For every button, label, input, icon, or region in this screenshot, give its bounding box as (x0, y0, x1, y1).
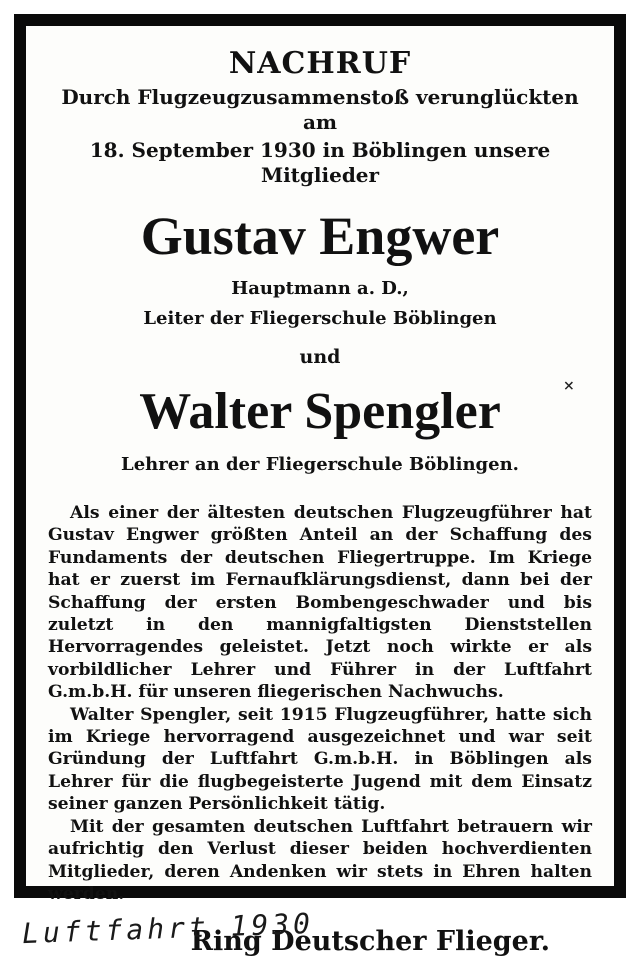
handwritten-annotation: Luftfahrt 1930 (21, 906, 315, 951)
person2-role: Lehrer an der Fliegerschule Böblingen. (121, 454, 519, 475)
intro-line-2: 18. September 1930 in Böblingen unsere Mitglieder (89, 138, 551, 187)
person1-rank: Hauptmann a. D., (231, 278, 409, 299)
obituary-content (48, 26, 592, 959)
person2-name: Walter Spengler (139, 383, 501, 440)
signature: Ring Deutscher Flieger. (190, 926, 550, 958)
cross-mark: × (563, 378, 575, 394)
notice-title: NACHRUF (228, 46, 412, 81)
person1-name: Gustav Engwer (140, 206, 500, 266)
person1-role: Leiter der Fliegerschule Böblingen (143, 308, 497, 329)
intro-line-1: Durch Flugzeugzusammenstoß verunglückten am (61, 85, 579, 134)
paragraph-spengler: Walter Spengler, seit 1915 Flugzeugführer, hatte sich im Kriege hervorragend ausgezeichnet und war seit Gründung der Luftfahrt G.m.b.H. in Böblingen als Lehrer für die flugbegeisterte Jugend mit dem Einsatz seiner ganzen Persönlichkeit tätig. (48, 704, 592, 815)
connector-text: und (299, 346, 341, 368)
paragraph-engwer: Als einer der ältesten deutschen Flugzeugführer hat Gustav Engwer größten Anteil an der Schaffung des Fundaments der deutschen Fliegertruppe. Im Kriege hat er zuerst im Fernaufklärungsdienst, dann bei der Schaffung der ersten Bombengeschwader und bis zuletzt in den mannigfaltigsten Dienststellen Hervorragendes geleistet. Jetzt noch wirkte er als vorbildlicher Lehrer und Führer in der Luftfahrt G.m.b.H. für unseren fliegerischen Nachwuchs. (48, 503, 592, 703)
obituary-body (48, 502, 592, 905)
paragraph-closing: Mit der gesamten deutschen Luftfahrt betrauern wir aufrichtig den Verlust dieser beiden hochverdienten Mitglieder, deren Andenken wir stets in Ehren halten werden. (48, 816, 592, 904)
